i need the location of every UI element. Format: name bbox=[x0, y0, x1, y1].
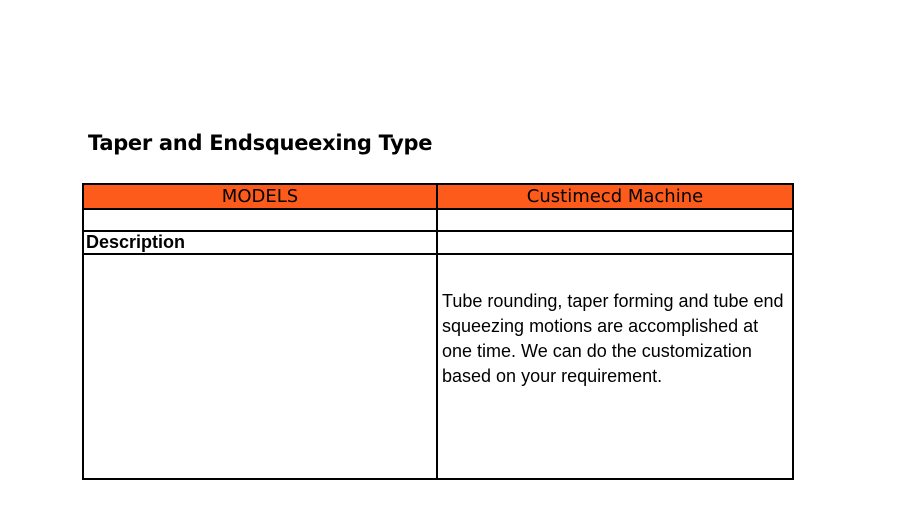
description-label: Description bbox=[83, 231, 437, 254]
table-row bbox=[83, 231, 793, 254]
table-cell bbox=[437, 209, 793, 231]
table-cell bbox=[83, 209, 437, 231]
table-cell bbox=[83, 254, 437, 479]
table-cell bbox=[437, 231, 793, 254]
spec-table bbox=[82, 183, 794, 480]
header-models: MODELS bbox=[83, 184, 437, 209]
description-text: Tube rounding, taper forming and tube end squeezing motions are accomplished at one time. We can do the customization based on your requirement. bbox=[437, 254, 793, 479]
table-row bbox=[83, 254, 793, 479]
page-title: Taper and Endsqueexing Type bbox=[88, 131, 433, 155]
header-machine: Custimecd Machine bbox=[437, 184, 793, 209]
table-header-row bbox=[83, 184, 793, 209]
table-row bbox=[83, 209, 793, 231]
